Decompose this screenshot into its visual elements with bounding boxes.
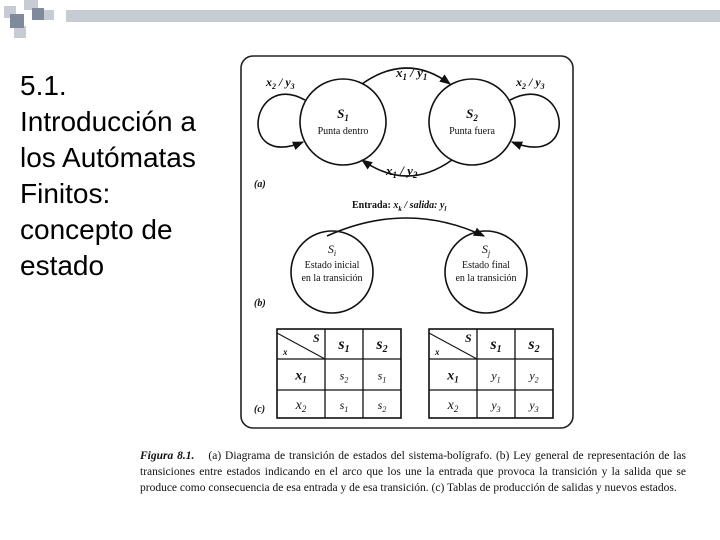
panel-a-tag: (a) bbox=[254, 179, 266, 190]
panel-c bbox=[254, 329, 553, 418]
loop-s1-arrow bbox=[258, 94, 305, 147]
state-s1-circle bbox=[300, 79, 386, 165]
figure-frame bbox=[241, 56, 573, 428]
caption-label: Figura 8.1. bbox=[140, 450, 195, 462]
loop-s2-arrow bbox=[510, 94, 559, 147]
title-line: Introducción a bbox=[20, 106, 196, 137]
panel-b bbox=[254, 200, 527, 313]
table-cell: $s_1$ bbox=[377, 368, 387, 385]
state-si-line2: en la transición bbox=[301, 273, 363, 284]
transition-label: Entrada: $x_k$ / salida: $y_l$ bbox=[352, 200, 447, 213]
state-s2-circle bbox=[429, 79, 515, 165]
loop-s2-label: $x_2 / y_3$ bbox=[516, 75, 545, 91]
table-cell: $s_2$ bbox=[377, 398, 387, 414]
table-cell: $s_1$ bbox=[339, 398, 349, 414]
title-line: estado bbox=[20, 250, 105, 281]
row-header: $x_2$ bbox=[295, 398, 307, 414]
arc-bottom-label: $x_1 / y_2$ bbox=[386, 163, 418, 180]
state-si-label: $S_i$ bbox=[327, 242, 337, 258]
table-outputs bbox=[429, 329, 553, 418]
arc-si-to-sj bbox=[327, 218, 484, 236]
row-header: $x_1$ bbox=[295, 368, 307, 385]
table-next-states bbox=[277, 329, 401, 418]
corner-input-label: x bbox=[435, 347, 440, 357]
state-sj-line2: en la transición bbox=[455, 273, 517, 284]
table-cell: $y_1$ bbox=[491, 368, 501, 385]
state-si-line1: Estado inicial bbox=[304, 260, 360, 271]
table-cell: $y_3$ bbox=[529, 398, 539, 414]
column-header: s1 bbox=[338, 336, 350, 355]
row-header: $x_2$ bbox=[447, 398, 459, 414]
table-cell: $y_2$ bbox=[529, 368, 539, 385]
title-line: 5.1. bbox=[20, 70, 67, 101]
loop-s1-label: $x_2 / y_3$ bbox=[266, 75, 295, 91]
state-sj-label: $S_j$ bbox=[481, 242, 491, 258]
panel-b-tag: (b) bbox=[254, 298, 266, 309]
column-header: s1 bbox=[490, 336, 502, 355]
table-cell: $s_2$ bbox=[339, 368, 349, 385]
row-header: $x_1$ bbox=[447, 368, 459, 385]
state-s1-desc: Punta dentro bbox=[317, 126, 369, 137]
arc-top-label: $x_1 / y_1$ bbox=[396, 65, 428, 82]
figure-caption bbox=[140, 448, 686, 496]
table-cell: $y_3$ bbox=[491, 398, 501, 414]
corner-input-label: x bbox=[283, 347, 288, 357]
column-header: s2 bbox=[376, 336, 388, 355]
panel-a bbox=[254, 65, 559, 190]
corner-state-label: S bbox=[465, 331, 472, 345]
title-line: Finitos: bbox=[20, 178, 111, 209]
state-s1-label: $S_1$ bbox=[337, 106, 349, 123]
panel-c-tag: (c) bbox=[254, 404, 266, 415]
state-s2-label: $S_2$ bbox=[466, 106, 478, 123]
title-line: los Autómatas bbox=[20, 142, 196, 173]
column-header: s2 bbox=[528, 336, 540, 355]
state-sj-line1: Estado final bbox=[461, 260, 511, 271]
corner-state-label: S bbox=[313, 331, 320, 345]
state-s2-desc: Punta fuera bbox=[449, 126, 495, 137]
caption-text: (a) Diagrama de transición de estados del sistema-bolígrafo. (b) Ley general de representación de las transiciones entre estados indicando en el arco que los une la entrada que provoca la transición y la salida que se produce como consecuencia de esa entrada y de esa transición. (c) Tablas de producción de salidas y nuevos estados. bbox=[140, 450, 686, 494]
title-line: concepto de bbox=[20, 214, 173, 245]
